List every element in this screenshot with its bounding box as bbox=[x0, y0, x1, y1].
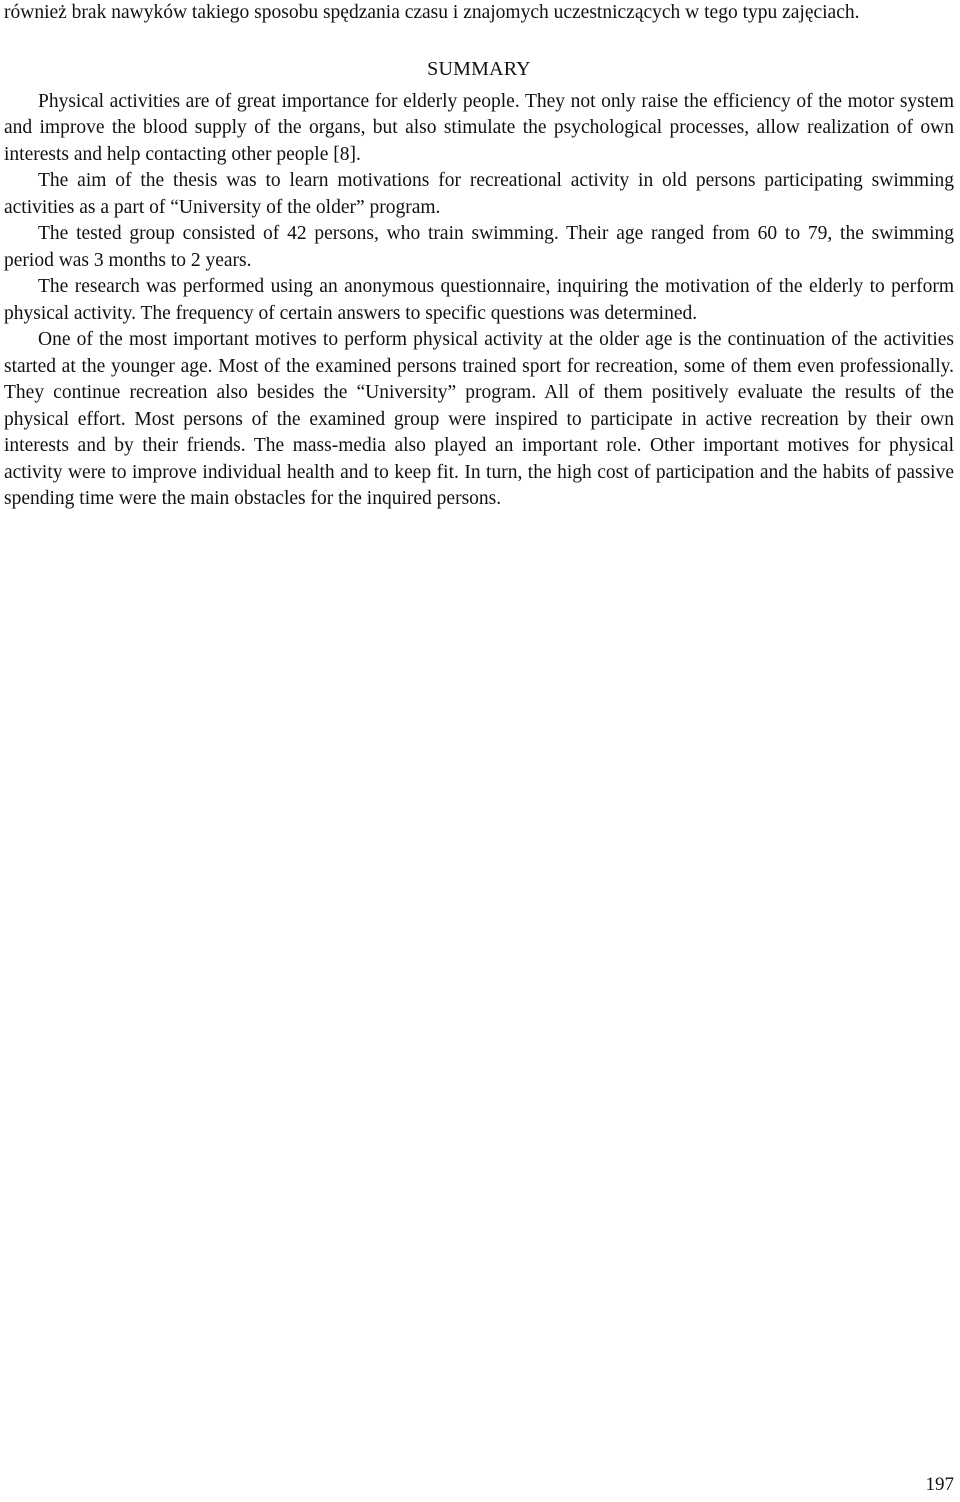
page-number: 197 bbox=[925, 1474, 954, 1495]
summary-paragraph-5: One of the most important motives to perform physical activity at the older age is the continuation of the activities started at the younger age. Most of the examined persons trained sport for recreation, some of them even professionally. They continue recreation also besides the “University” program. All of them positively evaluate the results of the physical effort. Most persons of the examined group were inspired to participate in active recreation by their own interests and by their friends. The mass-media also played an important role. Other important motives for physical activity were to improve individual health and to keep fit. In turn, the high cost of participation and the habits of passive spending time were the main obstacles for the inquired persons. bbox=[4, 329, 954, 509]
summary-heading-wrapper bbox=[4, 56, 954, 82]
document-page bbox=[4, 0, 954, 513]
summary-paragraph-4: The research was performed using an anonymous questionnaire, inquiring the motivation of the elderly to perform physical activity. The frequency of certain answers to specific questions was determined. bbox=[4, 276, 954, 324]
summary-paragraph-1: Physical activities are of great importance for elderly people. They not only raise the efficiency of the motor system and improve the blood supply of the organs, but also stimulate the psychological processes, allow realization of own interests and help contacting other people [8]. bbox=[4, 90, 954, 165]
summary-paragraph-3: The tested group consisted of 42 persons, who train swimming. Their age ranged from 60 to 79, the swimming period was 3 months to 2 years. bbox=[4, 223, 954, 271]
carryover-paragraph: również brak nawyków takiego sposobu spędzania czasu i znajomych uczestniczących w tego typu zajęciach. bbox=[4, 2, 860, 23]
summary-heading: SUMMARY bbox=[427, 57, 531, 80]
summary-paragraph-2: The aim of the thesis was to learn motivations for recreational activity in old persons participating swimming activities as a part of “University of the older” program. bbox=[4, 170, 954, 218]
